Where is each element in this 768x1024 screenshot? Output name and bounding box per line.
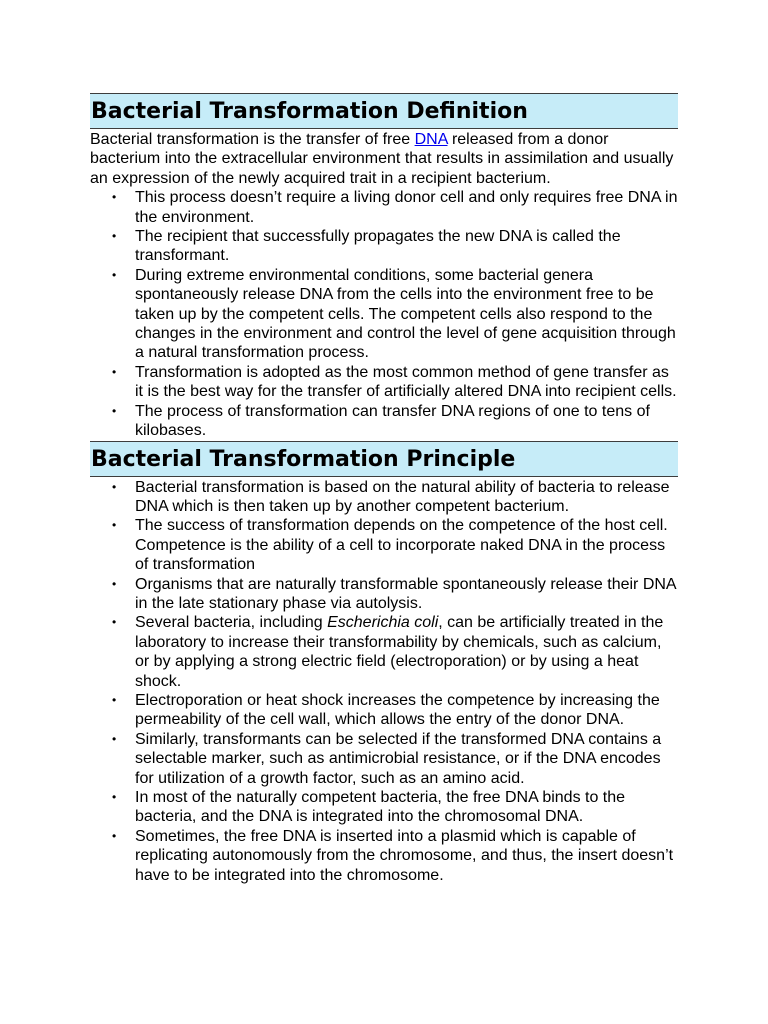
list-item-text-start: Several bacteria, including [135, 614, 328, 632]
bullet-icon: • [112, 731, 117, 746]
bullet-icon: • [112, 479, 117, 494]
list-item-text: This process doesn’t require a living donor cell and only requires free DNA in the environment. [135, 189, 678, 226]
list-item-text: Organisms that are naturally transformable spontaneously release their DNA in the late stationary phase via autolysis. [135, 575, 676, 612]
list-item [90, 788, 678, 827]
bullet-icon: • [112, 403, 117, 418]
bullet-icon: • [112, 190, 117, 205]
bullet-icon: • [112, 692, 117, 707]
list-item [90, 402, 678, 441]
list-item-text: The success of transformation depends on the competence of the host cell. Competence is the ability of a cell to incorporate naked DNA in the process of transformation [135, 517, 668, 574]
list-item-text: During extreme environmental conditions, some bacterial genera spontaneously release DNA from the cells into the environment free to be taken up by the competent cells. The competent cells also respond to the changes in the environment and control the level of gene acquisition through a natural transformation process. [135, 266, 676, 362]
list-item [90, 227, 678, 266]
list-item [90, 363, 678, 402]
bullet-icon: • [112, 790, 117, 804]
list-item [90, 516, 678, 574]
list-item [90, 691, 678, 730]
list-item [90, 478, 678, 517]
list-item-text: Sometimes, the free DNA is inserted into a plasmid which is capable of replicating autonomously from the chromosome, and thus, the insert doesn’t have to be integrated into the chromosome. [135, 827, 674, 884]
list-item-text: Similarly, transformants can be selected if the transformed DNA contains a selectable marker, such as antimicrobial resistance, or if the DNA encodes for utilization of a growth factor, such as an amino acid. [135, 730, 662, 787]
document-page [90, 93, 678, 885]
bullet-icon: • [112, 518, 117, 533]
bullet-icon: • [112, 828, 117, 843]
bullet-icon: • [112, 364, 117, 379]
dna-link[interactable]: DNA [414, 131, 448, 148]
list-item [90, 613, 678, 691]
section-heading-principle: Bacterial Transformation Principle [90, 441, 678, 477]
list-item [90, 575, 678, 614]
organism-name: Escherichia coli [327, 614, 439, 632]
list-item-text: The process of transformation can transfer DNA regions of one to tens of kilobases. [135, 402, 650, 440]
bullet-icon: • [112, 615, 117, 630]
list-item [90, 188, 678, 227]
definition-bullet-list [90, 188, 678, 440]
definition-paragraph [90, 130, 678, 188]
list-item-text: In most of the naturally competent bacteria, the free DNA binds to the bacteria, and the DNA is integrated into the chromosomal DNA. [135, 789, 626, 826]
list-item-text: Electroporation or heat shock increases the competence by increasing the permeability of the cell wall, which allows the entry of the donor DNA. [135, 691, 660, 729]
list-item-text: Bacterial transformation is based on the natural ability of bacteria to release DNA which is then taken up by another competent bacterium. [135, 478, 670, 515]
list-item [90, 730, 678, 788]
bullet-icon: • [112, 267, 117, 282]
list-item-text-end: , can be artificially treated in the laboratory to increase their transformability by chemicals, such as calcium, or by applying a strong electric field (electroporation) or by using a heat shock. [135, 614, 664, 690]
intro-text-end: released from a donor bacterium into the extracellular environment that results in assimilation and usually an expression of the newly acquired trait in a recipient bacterium. [90, 131, 674, 187]
list-item-text: The recipient that successfully propagates the new DNA is called the transformant. [135, 228, 621, 265]
intro-text-start: Bacterial transformation is the transfer of free [90, 131, 415, 148]
section-heading-definition: Bacterial Transformation Definition [90, 93, 678, 129]
list-item [90, 266, 678, 363]
bullet-icon: • [112, 576, 117, 591]
bullet-icon: • [112, 229, 117, 244]
list-item-text: Transformation is adopted as the most common method of gene transfer as it is the best way for the transfer of artificially altered DNA into recipient cells. [135, 363, 677, 401]
list-item [90, 827, 678, 885]
principle-bullet-list [90, 478, 678, 886]
